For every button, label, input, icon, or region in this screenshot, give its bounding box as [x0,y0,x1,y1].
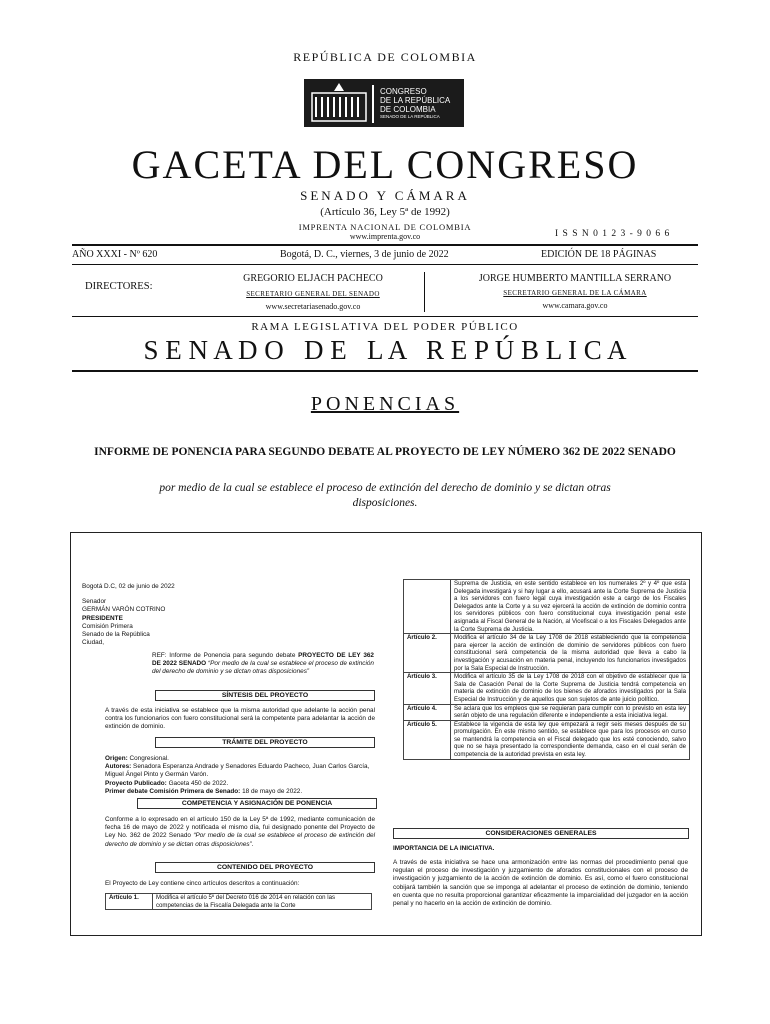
competencia-text: Conforme a lo expresado en el artículo 150 de la Ley 5ª de 1992, mediante comunicación de fecha 16 de mayo de 2022 y notificada el mismo día, fui designado ponente del Proyecto de Ley No. 362 de 2022 Senado “Por medio de la cual se establece el proceso de extinción del derecho de dominio y se dictan otras disposiciones”. [105,816,375,848]
director-senate-name: GREGORIO ELJACH PACHECO [243,273,383,284]
table-row [404,720,690,759]
addressee-title: Senador [82,598,107,606]
director-chamber-name: JORGE HUMBERTO MANTILLA SERRANO [478,273,672,284]
addressee-commission: Comisión Primera [82,622,133,630]
chamber-heading: S E N A D O D E L A R E P Ú B L I C A [143,335,627,365]
letter-date: Bogotá D.C, 02 de junio de 2022 [82,583,175,590]
heading-consideraciones: CONSIDERACIONES GENERALES [393,828,689,839]
heading-sintesis: SÍNTESIS DEL PROYECTO [155,690,375,701]
addressee-role: PRESIDENTE [82,614,123,622]
contenido-text: El Proyecto de Ley contiene cinco artículos descritos a continuación: [105,880,300,887]
articles-table-left [105,893,372,910]
importancia-text: A través de esta iniciativa se hace una armonización entre las normas del procedimiento penal que regulan el proceso de investigación y juzgamiento de aforados constitucionales con el proceso de investigación y juzgamiento de la acción de extinción de dominio. Es así, como el fuero constitucional cobijará también la sanción que se imponga al adelantar el proceso de extinción de dominio, teniendo en cuenta que no resulta proporcional garantizar eficazmente la imparcialidad del juzgador en la acción penal y no hacerlo en la acción de extinción de dominio. [393,859,688,908]
article-1-label: Artículo 1. [106,894,153,910]
article-3-label: Artículo 3. [404,673,451,704]
article-2-text: Modifica el artículo 34 de la Ley 1708 de 2018 estableciendo que la competencia para ejercer la acción de extinción de dominio de servidores públicos con fuero constitucional será competencia de la misma autoridad que lleva a cabo la investigación y acusación en materia penal, incluyendo los funcionarios investigados por la Sala Especial de Instrucción. [451,634,690,673]
reference-block: REF: Informe de Ponencia para segundo debate PROYECTO DE LEY 362 DE 2022 SENADO “Por medio de la cual se establece el proceso de extinción del derecho de dominio y se dictan otras disposiciones” [152,652,374,676]
article-5-label: Artículo 5. [404,720,451,759]
article-5-text: Establece la vigencia de esta ley que empezará a regir seis meses después de su promulgación. En este mismo sentido, se establece que para los procesos en curso se mantendrá la competencia en el Fiscal delegado que los esté conociendo, salvo que no se haya presentado la correspondiente demanda, caso en el cual serán de competencia de la autoridad prevista en esta ley. [451,720,690,759]
directors-label: DIRECTORES: [85,281,153,292]
director-chamber-url: www.camara.gov.co [542,301,608,310]
issue-date: Bogotá, D. C., viernes, 3 de junio de 2022 [280,249,449,260]
heading-importancia: IMPORTANCIA DE LA INICIATIVA. [393,845,495,852]
rule-chamber [72,370,698,372]
table-row [106,894,372,910]
report-subtitle: por medio de la cual se establece el proceso de extinción del derecho de dominio y se dictan otras disposiciones. [159,482,611,509]
table-row [404,634,690,673]
director-senate-role: SECRETARIO GENERAL DEL SENADO [246,290,380,298]
legal-basis: (Artículo 36, Ley 5ª de 1992) [320,206,450,218]
republic-heading: REPÚBLICA DE COLOMBIA [293,50,477,64]
article-1-continuation: Suprema de Justicia, en este sentido establece en los numerales 2º y 4º que esta Delegada investigará y si hay lugar a ello, acusará ante la Corte Suprema de Justicia a los servidores con fuero legal cuya investigación este a cargo de los Fiscales Delegados ante la Corte y a su vez ejercerá la acción de extinción de dominio contra los servidores públicos con fuero constitucional cuya investigación penal este asignada al Fiscal General de la Nación, al Vicefiscal o a los Fiscales Delegados ante la Corte Suprema de Justicia. [451,580,690,634]
congress-logo [304,79,464,127]
article-3-text: Modifica el artículo 35 de la Ley 1708 de 2018 con el objetivo de establecer que la Sala de Casación Penal de la Corte Suprema de Justicia tendrá competencia en materia de extinción de dominio de los bienes de aforados investigados por la Sala Especial de Instrucción y de aquellos que son sujetos de ante juicio político. [451,673,690,704]
heading-tramite: TRÁMITE DEL PROYECTO [155,737,375,748]
article-4-text: Se aclara que los empleos que se requieran para cumplir con lo previsto en esta ley serán objeto de una regulación diferente e independiente a esta iniciativa legal. [451,704,690,720]
gazette-title: GACETA DEL CONGRESO [131,142,639,187]
rule-top [72,244,698,246]
section-title: PONENCIAS [310,393,460,415]
tramite-block: Origen: Congresional. Autores: Senadora Esperanza Andrade y Senadores Eduardo Pacheco, Juan Carlos García, Miguel Ángel Pinto y Germán Varón. Proyecto Publicado: Gaceta 450 de 2022. Primer debate Comisión Primera de Senado: 18 de mayo de 2022. [105,755,370,795]
addressee-senate: Senado de la República [82,631,150,639]
branch-heading: RAMA LEGISLATIVA DEL PODER PÚBLICO [251,321,519,333]
table-row [404,580,690,634]
addressee-name: GERMÁN VARÓN COTRINO [82,606,166,614]
printer-name: IMPRENTA NACIONAL DE COLOMBIA [298,222,472,232]
articles-table-right [403,579,690,760]
edition: EDICIÓN DE 18 PÁGINAS [541,249,657,260]
issn: I S S N 0 1 2 3 - 9 0 6 6 [555,229,671,239]
heading-contenido: CONTENIDO DEL PROYECTO [155,862,375,873]
gazette-subtitle: SENADO Y CÁMARA [300,188,470,203]
addressee-city: Ciudad, [82,639,105,647]
sintesis-text: A través de esta iniciativa se establece que la misma autoridad que adelante la acción penal contra los funcionarios con fuero constitucional será la competente para adelantar la acción de extinción de dominio. [105,707,375,731]
article-4-label: Artículo 4. [404,704,451,720]
article-2-label: Artículo 2. [404,634,451,673]
left-column [82,583,382,647]
printer-url: www.imprenta.gov.co [349,232,421,241]
issue-number: AÑO XXXI - Nº 620 [72,249,158,260]
logo-text: CONGRESO DE LA REPÚBLICA DE COLOMBIA SENADO DE LA REPÚBLICA [380,87,451,119]
table-row [404,704,690,720]
table-row [404,673,690,704]
rule-mid [72,264,698,265]
director-chamber-role: SECRETARIO GENERAL DE LA CÁMARA [503,289,647,297]
director-senate-url: www.secretariasenado.gov.co [265,302,361,311]
rule-directors [72,316,698,317]
article-1-text: Modifica el artículo 5º del Decreto 016 de 2014 en relación con las competencias de la Fiscalía Delegada ante la Corte [153,894,372,910]
report-title: INFORME DE PONENCIA PARA SEGUNDO DEBATE AL PROYECTO DE LEY NÚMERO 362 DE 2022 SENADO [94,446,676,458]
director-divider [424,272,425,312]
heading-competencia: COMPETENCIA Y ASIGNACIÓN DE PONENCIA [137,798,377,809]
